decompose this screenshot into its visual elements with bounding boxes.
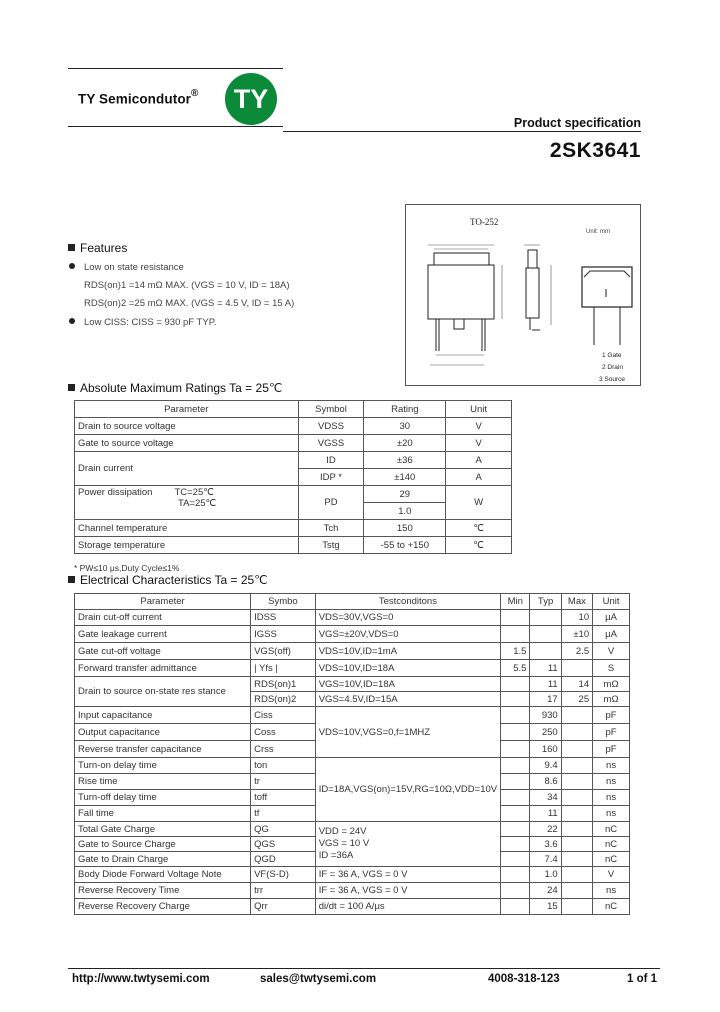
cell-max: [561, 790, 592, 806]
cell-min: [501, 867, 530, 883]
cell-max: [561, 660, 592, 677]
cell-max: 2.5: [561, 643, 592, 660]
cell-unit: W: [446, 486, 512, 520]
table-row: [75, 758, 630, 774]
pin-3-label: 3 Source: [599, 376, 626, 383]
elec-table: [74, 593, 630, 915]
bullet-icon: [69, 318, 75, 324]
part-number: 2SK3641: [549, 139, 641, 162]
cell-typ: 8.6: [530, 774, 561, 790]
cell-typ: 17: [530, 692, 561, 707]
cell-max: [561, 822, 592, 837]
cell-unit: ns: [593, 790, 630, 806]
cell-typ: 24: [530, 883, 561, 899]
cell-param: Power dissipation TC=25℃ TA=25℃: [75, 486, 299, 520]
cell-cond: IF = 36 A, VGS = 0 V: [315, 883, 500, 899]
header-rule-right: [283, 131, 641, 132]
cell-max: 25: [561, 692, 592, 707]
abs-max-table: [74, 400, 512, 554]
cell-unit: mΩ: [593, 677, 630, 692]
cell-min: [501, 790, 530, 806]
cell-min: [501, 883, 530, 899]
cell-min: [501, 724, 530, 741]
abs-max-title: Absolute Maximum Ratings Ta = 25℃: [68, 381, 282, 395]
cell-unit: pF: [593, 724, 630, 741]
cell-unit: nC: [593, 852, 630, 867]
cell-unit: nC: [593, 899, 630, 915]
cell-max: [561, 724, 592, 741]
cell-typ: [530, 610, 561, 626]
table-row: [75, 537, 512, 554]
cell-max: [561, 774, 592, 790]
cell-cond: IF = 36 A, VGS = 0 V: [315, 867, 500, 883]
footer-rule: [68, 968, 660, 969]
table-row: [75, 435, 512, 452]
cell-symbol: Ciss: [251, 707, 316, 724]
col-header: Min: [501, 594, 530, 610]
table-row: [75, 867, 630, 883]
cell-unit: V: [446, 418, 512, 435]
section-square-icon: [68, 244, 75, 251]
table-row: [75, 610, 630, 626]
cell-rating: ±36: [364, 452, 446, 469]
cell-param: Gate to Source Charge: [75, 837, 251, 852]
cell-cond: VDS=30V,VGS=0: [315, 610, 500, 626]
cell-param: Gate to Drain Charge: [75, 852, 251, 867]
cell-max: [561, 707, 592, 724]
cell-unit: ns: [593, 758, 630, 774]
cell-cond: VGS=10V,ID=18A: [315, 677, 500, 692]
cell-max: [561, 852, 592, 867]
cell-unit: pF: [593, 741, 630, 758]
cell-cond: VGS=±20V,VDS=0: [315, 626, 500, 643]
cell-symbol: tf: [251, 806, 316, 822]
cell-rating: 30: [364, 418, 446, 435]
cell-typ: 9.4: [530, 758, 561, 774]
footer-email[interactable]: sales@twtysemi.com: [260, 973, 377, 985]
cell-min: [501, 610, 530, 626]
cell-symbol: IGSS: [251, 626, 316, 643]
package-name: TO-252: [470, 217, 499, 227]
cell-min: [501, 626, 530, 643]
package-unit: Unit: mm: [586, 229, 610, 235]
cell-unit: V: [593, 643, 630, 660]
cell-unit: S: [593, 660, 630, 677]
cell-param: Body Diode Forward Voltage Note: [75, 867, 251, 883]
cell-symbol: VGS(off): [251, 643, 316, 660]
cell-min: [501, 837, 530, 852]
cell-param: Output capacitance: [75, 724, 251, 741]
table-row: [75, 418, 512, 435]
col-header: Parameter: [75, 594, 251, 610]
cell-max: [561, 867, 592, 883]
footer-page: 1 of 1: [627, 973, 658, 985]
cell-unit: nC: [593, 837, 630, 852]
cell-symbol: QGD: [251, 852, 316, 867]
cell-typ: 1.0: [530, 867, 561, 883]
cell-unit: A: [446, 469, 512, 486]
cell-max: [561, 741, 592, 758]
cell-unit: A: [446, 452, 512, 469]
cell-typ: 160: [530, 741, 561, 758]
cell-typ: 250: [530, 724, 561, 741]
cell-symbol: IDSS: [251, 610, 316, 626]
cell-symbol: trr: [251, 883, 316, 899]
cell-symbol: IDP *: [298, 469, 364, 486]
cell-symbol: Qrr: [251, 899, 316, 915]
cell-rating: 29: [364, 486, 446, 503]
col-header: Unit: [593, 594, 630, 610]
cell-symbol: Tch: [298, 520, 364, 537]
feature-item-4: Low CISS: CISS = 930 pF TYP.: [69, 317, 216, 328]
cell-param: Turn-on delay time: [75, 758, 251, 774]
cell-typ: 3.6: [530, 837, 561, 852]
cell-typ: 34: [530, 790, 561, 806]
cell-unit: ℃: [446, 520, 512, 537]
table-row: [75, 677, 630, 692]
features-title: Features: [68, 241, 127, 255]
abs-max-note: * PW≤10 μs,Duty Cycle≤1%: [74, 563, 180, 573]
cell-param: Fall time: [75, 806, 251, 822]
col-header: Symbo: [251, 594, 316, 610]
cell-param: Drain to source on-state res stance: [75, 677, 251, 707]
cell-symbol: VGSS: [298, 435, 364, 452]
cell-min: [501, 758, 530, 774]
cell-symbol: ton: [251, 758, 316, 774]
cell-min: [501, 692, 530, 707]
cell-cond: VDS=10V,ID=1mA: [315, 643, 500, 660]
footer-phone: 4008-318-123: [488, 973, 560, 985]
cell-cond: VDS=10V,ID=18A: [315, 660, 500, 677]
cell-typ: 7.4: [530, 852, 561, 867]
section-square-icon: [68, 384, 75, 391]
cell-unit: mΩ: [593, 692, 630, 707]
cell-min: [501, 806, 530, 822]
cell-min: 1.5: [501, 643, 530, 660]
cell-param: Reverse transfer capacitance: [75, 741, 251, 758]
cell-rating: ±20: [364, 435, 446, 452]
cell-max: 10: [561, 610, 592, 626]
cell-param: Drain cut-off current: [75, 610, 251, 626]
cell-param: Turn-off delay time: [75, 790, 251, 806]
cell-symbol: VDSS: [298, 418, 364, 435]
cell-param: Storage temperature: [75, 537, 299, 554]
table-row: [75, 707, 630, 724]
cell-min: [501, 677, 530, 692]
cell-unit: nC: [593, 822, 630, 837]
cell-typ: [530, 626, 561, 643]
elec-header-row: [75, 594, 630, 610]
cell-symbol: Crss: [251, 741, 316, 758]
cell-typ: 11: [530, 660, 561, 677]
cell-min: [501, 899, 530, 915]
table-row: [75, 660, 630, 677]
cell-max: [561, 899, 592, 915]
cell-param: Input capacitance: [75, 707, 251, 724]
cell-max: [561, 883, 592, 899]
cell-cond: VDD = 24V VGS = 10 V ID =36A: [315, 822, 500, 867]
cell-symbol: toff: [251, 790, 316, 806]
cell-max: ±10: [561, 626, 592, 643]
cell-typ: 22: [530, 822, 561, 837]
table-row: [75, 643, 630, 660]
col-header: Typ: [530, 594, 561, 610]
col-header: Unit: [446, 401, 512, 418]
table-row: [75, 899, 630, 915]
pin-2-label: 2 Drain: [602, 364, 623, 371]
cell-max: [561, 758, 592, 774]
cell-max: 14: [561, 677, 592, 692]
cell-cond: ID=18A,VGS(on)=15V,RG=10Ω,VDD=10V: [315, 758, 500, 822]
cell-symbol: RDS(on)1: [251, 677, 316, 692]
cell-param: Gate to source voltage: [75, 435, 299, 452]
cell-typ: 11: [530, 806, 561, 822]
cell-cond: di/dt = 100 A/μs: [315, 899, 500, 915]
cell-unit: ns: [593, 806, 630, 822]
cell-param: Total Gate Charge: [75, 822, 251, 837]
cell-param: Drain to source voltage: [75, 418, 299, 435]
cell-min: [501, 852, 530, 867]
cell-min: [501, 822, 530, 837]
cell-max: [561, 837, 592, 852]
cell-symbol: tr: [251, 774, 316, 790]
col-header: Max: [561, 594, 592, 610]
cell-symbol: VF(S-D): [251, 867, 316, 883]
cell-param: Gate leakage current: [75, 626, 251, 643]
cell-symbol: PD: [298, 486, 364, 520]
elec-title: Electrical Characteristics Ta = 25℃: [68, 573, 268, 587]
table-row: [75, 626, 630, 643]
table-row: [75, 486, 512, 503]
cell-param: Channel temperature: [75, 520, 299, 537]
cell-unit: ns: [593, 774, 630, 790]
cell-symbol: QG: [251, 822, 316, 837]
cell-unit: V: [593, 867, 630, 883]
cell-cond: VGS=4.5V,ID=15A: [315, 692, 500, 707]
cell-param: Forward transfer admittance: [75, 660, 251, 677]
col-header: Parameter: [75, 401, 299, 418]
col-header: Symbol: [298, 401, 364, 418]
ty-logo: TY: [225, 73, 277, 125]
cell-min: [501, 707, 530, 724]
cell-rating: 1.0: [364, 503, 446, 520]
cell-typ: 930: [530, 707, 561, 724]
cell-unit: V: [446, 435, 512, 452]
cell-cond: VDS=10V,VGS=0,f=1MHZ: [315, 707, 500, 758]
footer-url[interactable]: http://www.twtysemi.com: [72, 973, 210, 985]
cell-typ: 15: [530, 899, 561, 915]
cell-symbol: RDS(on)2: [251, 692, 316, 707]
bullet-icon: [69, 263, 75, 269]
product-specification: Product specification: [513, 116, 641, 130]
cell-param: Reverse Recovery Charge: [75, 899, 251, 915]
brand-name: TY Semicondutor®: [78, 88, 199, 107]
table-row: [75, 822, 630, 837]
cell-typ: [530, 643, 561, 660]
cell-symbol: ID: [298, 452, 364, 469]
section-square-icon: [68, 576, 75, 583]
abs-max-header-row: [75, 401, 512, 418]
cell-param: Reverse Recovery Time: [75, 883, 251, 899]
cell-symbol: Coss: [251, 724, 316, 741]
cell-symbol: QGS: [251, 837, 316, 852]
cell-min: 5.5: [501, 660, 530, 677]
cell-max: [561, 806, 592, 822]
cell-param: Drain current: [75, 452, 299, 486]
table-row: [75, 520, 512, 537]
feature-item-3: RDS(on)2 =25 mΩ MAX. (VGS = 4.5 V, ID = 15 A): [84, 298, 295, 309]
pin-1-label: 1 Gate: [602, 352, 622, 359]
feature-item-1: Low on state resistance: [69, 262, 184, 273]
cell-min: [501, 774, 530, 790]
cell-param: Gate cut-off voltage: [75, 643, 251, 660]
package-drawing: [405, 204, 641, 386]
cell-symbol: | Yfs |: [251, 660, 316, 677]
table-row: [75, 883, 630, 899]
cell-unit: pF: [593, 707, 630, 724]
cell-symbol: Tstg: [298, 537, 364, 554]
feature-item-2: RDS(on)1 =14 mΩ MAX. (VGS = 10 V, ID = 18A): [84, 280, 290, 291]
cell-unit: μA: [593, 610, 630, 626]
header-rule-top: [68, 68, 283, 69]
header-rule-left: [68, 126, 283, 127]
cell-unit: μA: [593, 626, 630, 643]
table-row: [75, 452, 512, 469]
col-header: Testconditons: [315, 594, 500, 610]
cell-unit: ns: [593, 883, 630, 899]
cell-rating: 150: [364, 520, 446, 537]
cell-unit: ℃: [446, 537, 512, 554]
cell-typ: 11: [530, 677, 561, 692]
cell-min: [501, 741, 530, 758]
cell-param: Rise time: [75, 774, 251, 790]
package-outline-svg: [406, 205, 640, 385]
cell-rating: -55 to +150: [364, 537, 446, 554]
col-header: Rating: [364, 401, 446, 418]
cell-rating: ±140: [364, 469, 446, 486]
